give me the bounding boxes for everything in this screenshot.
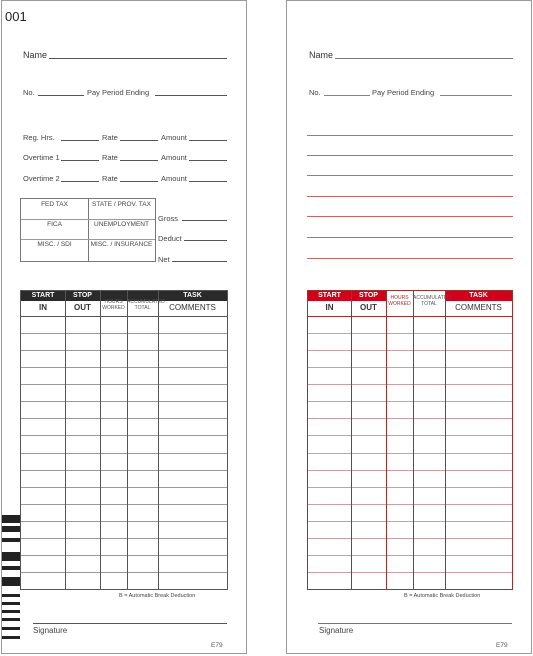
- clock-mark: [2, 538, 20, 542]
- signature-field[interactable]: [33, 623, 227, 624]
- reg-amount-field[interactable]: [189, 140, 227, 141]
- clock-mark: [2, 610, 20, 613]
- rate-label: Rate: [102, 174, 118, 183]
- table-row: [21, 572, 227, 573]
- clock-mark: [2, 602, 20, 605]
- stop-header: STOP: [351, 291, 386, 301]
- table-row: [308, 487, 512, 488]
- footnote: B = Automatic Break Deduction: [404, 593, 481, 599]
- table-row: [21, 470, 227, 471]
- column-divider: [386, 291, 387, 589]
- table-row: [21, 435, 227, 436]
- blank-line[interactable]: [307, 237, 513, 238]
- out-header: OUT: [74, 303, 91, 312]
- table-row: [308, 401, 512, 402]
- column-divider: [445, 291, 446, 589]
- table-row: [308, 418, 512, 419]
- net-field[interactable]: [172, 261, 227, 262]
- table-row: [308, 572, 512, 573]
- no-label: No.: [23, 88, 35, 97]
- start-header: START: [308, 291, 351, 301]
- reg-hrs-field[interactable]: [61, 140, 99, 141]
- clock-mark: [2, 526, 20, 532]
- pay-period-label: Pay Period Ending: [87, 88, 150, 97]
- name-field[interactable]: [49, 58, 227, 59]
- deductions-box: [20, 198, 156, 262]
- timecard-right: [286, 0, 532, 654]
- comments-header: COMMENTS: [169, 303, 216, 312]
- column-divider: [100, 291, 101, 589]
- overtime1-amount-field[interactable]: [189, 160, 227, 161]
- reg-rate-field[interactable]: [120, 140, 158, 141]
- overtime1-hrs-field[interactable]: [61, 160, 99, 161]
- clock-mark: [2, 636, 20, 639]
- unemployment-label: UNEMPLOYMENT: [94, 221, 149, 228]
- deduct-label: Deduct: [158, 234, 182, 243]
- table-row: [21, 538, 227, 539]
- clock-mark: [2, 594, 20, 597]
- overtime1-label: Overtime 1: [23, 153, 60, 162]
- no-label: No.: [309, 88, 321, 97]
- in-header: IN: [325, 303, 334, 312]
- table-row: [21, 350, 227, 351]
- name-field[interactable]: [335, 58, 513, 59]
- name-label: Name: [309, 50, 334, 60]
- clock-mark: [2, 627, 20, 630]
- signature-label: Signature: [319, 626, 354, 635]
- timecard-left: [1, 0, 247, 654]
- in-header: IN: [39, 303, 47, 312]
- misc-insurance-label: MISC. / INSURANCE: [90, 241, 153, 248]
- misc-sdi-label: MISC. / SDI: [37, 241, 72, 248]
- fica-label: FICA: [47, 221, 62, 228]
- overtime1-rate-field[interactable]: [120, 160, 158, 161]
- name-label: Name: [23, 50, 48, 60]
- start-header: START: [31, 292, 55, 299]
- clock-mark: [2, 566, 20, 570]
- task-header: TASK: [183, 292, 202, 299]
- table-row: [308, 384, 512, 385]
- blank-line[interactable]: [307, 175, 513, 176]
- stop-header: STOP: [73, 292, 92, 299]
- no-field[interactable]: [38, 95, 84, 96]
- table-row: [308, 504, 512, 505]
- clock-mark: [2, 577, 20, 586]
- gross-label: Gross: [158, 214, 179, 223]
- table-row: [308, 350, 512, 351]
- state-tax-label: STATE / PROV. TAX: [92, 201, 151, 208]
- column-divider: [413, 291, 414, 589]
- table-row: [21, 453, 227, 454]
- no-field[interactable]: [324, 95, 370, 96]
- form-code: E79: [211, 642, 223, 649]
- blank-line[interactable]: [307, 135, 513, 136]
- accumulated-total-header: ACCUMULATED TOTAL: [127, 299, 165, 311]
- amount-label: Amount: [161, 153, 187, 162]
- hours-worked-header: HOURS WORKED: [102, 299, 125, 311]
- table-row: [21, 521, 227, 522]
- table-row: [21, 333, 227, 334]
- overtime2-hrs-field[interactable]: [61, 181, 99, 182]
- clock-mark: [2, 618, 20, 621]
- time-grid[interactable]: [20, 290, 228, 590]
- column-divider: [65, 291, 66, 589]
- card-number: 001: [5, 9, 27, 24]
- table-row: [308, 470, 512, 471]
- table-row: [21, 418, 227, 419]
- column-divider: [127, 291, 128, 589]
- column-divider: [158, 291, 159, 589]
- table-row: [21, 401, 227, 402]
- net-label: Net: [158, 255, 170, 264]
- time-grid[interactable]: [307, 290, 513, 590]
- overtime2-label: Overtime 2: [23, 174, 60, 183]
- overtime2-rate-field[interactable]: [120, 181, 158, 182]
- fed-tax-label: FED TAX: [41, 201, 68, 208]
- table-row: [21, 504, 227, 505]
- table-row: [308, 333, 512, 334]
- pay-period-field[interactable]: [440, 95, 512, 96]
- task-header: TASK: [445, 291, 512, 301]
- blank-line[interactable]: [307, 216, 513, 217]
- clock-mark: [2, 515, 20, 523]
- table-row: [21, 367, 227, 368]
- signature-field[interactable]: [318, 623, 512, 624]
- table-row: [21, 384, 227, 385]
- blank-line[interactable]: [307, 196, 513, 197]
- table-row: [308, 435, 512, 436]
- rate-label: Rate: [102, 133, 118, 142]
- overtime2-amount-field[interactable]: [189, 181, 227, 182]
- table-row: [308, 555, 512, 556]
- table-row: [308, 521, 512, 522]
- pay-period-field[interactable]: [155, 95, 227, 96]
- accumulated-total-header: ACCUMULATED TOTAL: [413, 295, 451, 307]
- table-row: [308, 453, 512, 454]
- column-divider: [351, 291, 352, 589]
- deduct-field[interactable]: [184, 240, 227, 241]
- hours-worked-header: HOURS WORKED: [388, 295, 411, 307]
- table-row: [21, 487, 227, 488]
- table-row: [308, 367, 512, 368]
- table-row: [21, 555, 227, 556]
- pay-period-label: Pay Period Ending: [372, 88, 435, 97]
- form-code: E79: [496, 642, 508, 649]
- signature-label: Signature: [33, 626, 68, 635]
- blank-line[interactable]: [307, 258, 513, 259]
- amount-label: Amount: [161, 174, 187, 183]
- rate-label: Rate: [102, 153, 118, 162]
- out-header: OUT: [360, 303, 377, 312]
- footnote: B = Automatic Break Deduction: [119, 593, 196, 599]
- gross-field[interactable]: [182, 220, 227, 221]
- comments-header: COMMENTS: [455, 303, 502, 312]
- blank-line[interactable]: [307, 155, 513, 156]
- amount-label: Amount: [161, 133, 187, 142]
- table-row: [308, 538, 512, 539]
- reg-hrs-label: Reg. Hrs.: [23, 133, 55, 142]
- clock-mark: [2, 552, 20, 561]
